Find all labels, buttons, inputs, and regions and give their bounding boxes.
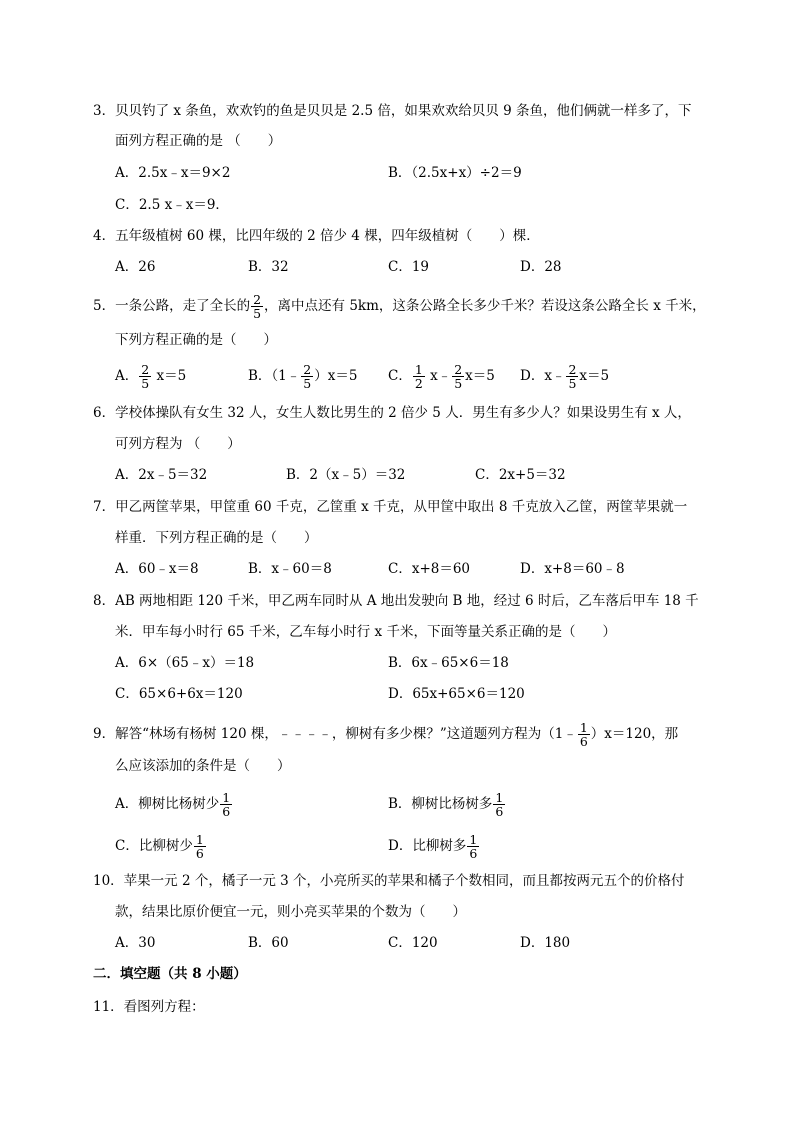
q4-option-b: B．32	[248, 259, 289, 275]
option-text: x＝5	[579, 368, 610, 384]
q5-option-c-fraction-1	[413, 363, 425, 390]
q9-option-d	[388, 833, 480, 860]
q9-option-a-fraction	[220, 791, 232, 818]
q6-option-c: C．2x+5＝32	[475, 467, 566, 483]
q9-option-b-fraction	[493, 791, 505, 818]
q9-stem-line1	[93, 721, 678, 748]
fraction-numerator: 2	[568, 362, 577, 377]
fraction-denominator: 5	[454, 376, 463, 391]
q3-option-c: C．2.5 x﹣x＝9．	[115, 197, 229, 213]
fraction-numerator: 1	[195, 832, 204, 847]
q11-stem: 11．看图列方程：	[93, 999, 205, 1015]
q7-option-b: B．x﹣60＝8	[248, 561, 332, 577]
q3-stem-line1: 3．贝贝钓了 x 条鱼，欢欢钓的鱼是贝贝是 2.5 倍，如果欢欢给贝贝 9 条鱼，他们俩就一样多了，下	[93, 103, 692, 119]
q6-stem-line2: 可列方程为 （ ）	[115, 436, 241, 452]
q9-stem-fraction	[578, 721, 590, 748]
q5-option-c-fraction-2	[452, 363, 464, 390]
q9-stem-post: ）x＝120，那	[590, 726, 679, 742]
q8-option-a: A．6×（65﹣x）＝18	[115, 655, 255, 671]
q6-option-a: A．2x﹣5＝32	[115, 467, 208, 483]
q10-option-d: D．180	[520, 935, 571, 951]
q5-stem-pre: 5．一条公路，走了全长的	[93, 298, 251, 314]
q7-option-d: D．x+8＝60﹣8	[520, 561, 625, 577]
option-text: x﹣	[430, 368, 452, 384]
fraction-denominator: 5	[253, 306, 262, 321]
q3-stem-line2: 面列方程正确的是 （ ）	[115, 133, 282, 149]
q7-option-c: C．x+8＝60	[388, 561, 471, 577]
fraction-numerator: 1	[222, 790, 231, 805]
q10-stem-line1: 10．苹果一元 2 个，橘子一元 3 个，小亮所买的苹果和橘子个数相同，而且都按两元五个的价格付	[93, 873, 685, 889]
option-text: B．（1﹣	[248, 368, 301, 384]
option-text: D．比柳树多	[388, 838, 467, 854]
q3-option-a: A．2.5x﹣x＝9×2	[115, 165, 231, 181]
option-text: C．比柳树少	[115, 838, 193, 854]
q5-option-c	[388, 363, 495, 390]
q4-option-a: A．26	[115, 259, 156, 275]
fraction-numerator: 2	[253, 292, 262, 307]
option-label: A．	[115, 368, 139, 384]
q9-option-d-fraction	[467, 833, 479, 860]
section-title: 二．填空题（共 8 小题）	[93, 966, 247, 982]
option-text: ）x＝5	[314, 368, 358, 384]
q5-stem-post: ，离中点还有 5km，这条公路全长多少千米？若设这条公路全长 x 千米，	[264, 298, 706, 314]
option-text: x＝5	[465, 368, 495, 384]
q6-option-b: B．2（x﹣5）＝32	[286, 467, 406, 483]
q7-option-a: A．60﹣x＝8	[115, 561, 199, 577]
q5-option-a-fraction	[139, 363, 151, 390]
q9-stem-line2: 么应该添加的条件是（ ）	[115, 758, 291, 774]
option-text: D．x﹣	[520, 368, 566, 384]
q9-option-c-fraction	[194, 833, 206, 860]
q5-option-b-fraction	[301, 363, 313, 390]
q7-stem-line2: 样重．下列方程正确的是（ ）	[115, 530, 318, 546]
fraction-denominator: 6	[222, 804, 231, 819]
q10-option-a: A．30	[115, 935, 156, 951]
option-label: C．	[388, 368, 412, 384]
q8-stem-line2: 米．甲车每小时行 65 千米，乙车每小时行 x 千米，下面等量关系正确的是（ ）	[115, 624, 616, 640]
q5-stem-fraction	[251, 293, 263, 320]
q8-option-d: D．65x+65×6＝120	[388, 686, 525, 702]
q9-option-a	[115, 791, 233, 818]
q5-option-b	[248, 363, 357, 390]
fraction-denominator: 5	[141, 376, 150, 391]
fraction-denominator: 6	[195, 846, 204, 861]
fraction-numerator: 1	[469, 832, 478, 847]
fraction-denominator: 2	[414, 376, 423, 391]
q9-option-b	[388, 791, 506, 818]
q6-stem-line1: 6．学校体操队有女生 32 人，女生人数比男生的 2 倍少 5 人．男生有多少人？如果设男生有 x 人，	[93, 405, 691, 421]
q10-option-c: C．120	[388, 935, 438, 951]
option-text: B．柳树比杨树多	[388, 796, 493, 812]
q5-stem-line1	[93, 293, 706, 320]
fraction-denominator: 6	[495, 804, 504, 819]
fraction-numerator: 2	[303, 362, 312, 377]
fraction-numerator: 2	[454, 362, 463, 377]
fraction-numerator: 2	[141, 362, 150, 377]
q10-option-b: B．60	[248, 935, 289, 951]
q9-stem-pre: 9．解答“林场有杨树 120 棵，﹣﹣﹣﹣，柳树有多少棵？”这道题列方程为（1﹣	[93, 726, 577, 742]
fraction-denominator: 6	[579, 734, 588, 749]
q3-option-b: B．（2.5x+x）÷2＝9	[388, 165, 522, 181]
q4-option-d: D．28	[520, 259, 562, 275]
q8-stem-line1: 8．AB 两地相距 120 千米，甲乙两车同时从 A 地出发驶向 B 地，经过 6 时后，乙车落后甲车 18 千	[93, 593, 699, 609]
q4-stem: 4．五年级植树 60 棵，比四年级的 2 倍少 4 棵，四年级植树（ ）棵．	[93, 228, 540, 244]
q5-option-d	[520, 363, 609, 390]
fraction-denominator: 5	[303, 376, 312, 391]
q8-option-b: B．6x﹣65×6＝18	[388, 655, 509, 671]
fraction-denominator: 6	[469, 846, 478, 861]
q5-stem-line2: 下列方程正确的是（ ）	[115, 332, 277, 348]
fraction-numerator: 1	[495, 790, 504, 805]
option-text: x＝5	[156, 368, 187, 384]
q10-stem-line2: 款，结果比原价便宜一元，则小亮买苹果的个数为（ ）	[115, 904, 466, 920]
fraction-numerator: 1	[414, 362, 423, 377]
q9-option-c	[115, 833, 207, 860]
fraction-denominator: 5	[568, 376, 577, 391]
q8-option-c: C．65×6+6x＝120	[115, 686, 243, 702]
option-text: A．柳树比杨树少	[115, 796, 220, 812]
q5-option-a	[115, 363, 186, 390]
fraction-numerator: 1	[579, 720, 588, 735]
q5-option-d-fraction	[566, 363, 578, 390]
q7-stem-line1: 7．甲乙两筐苹果，甲筐重 60 千克，乙筐重 x 千克，从甲筐中取出 8 千克放入乙筐，两筐苹果就一	[93, 499, 688, 515]
q4-option-c: C．19	[388, 259, 430, 275]
